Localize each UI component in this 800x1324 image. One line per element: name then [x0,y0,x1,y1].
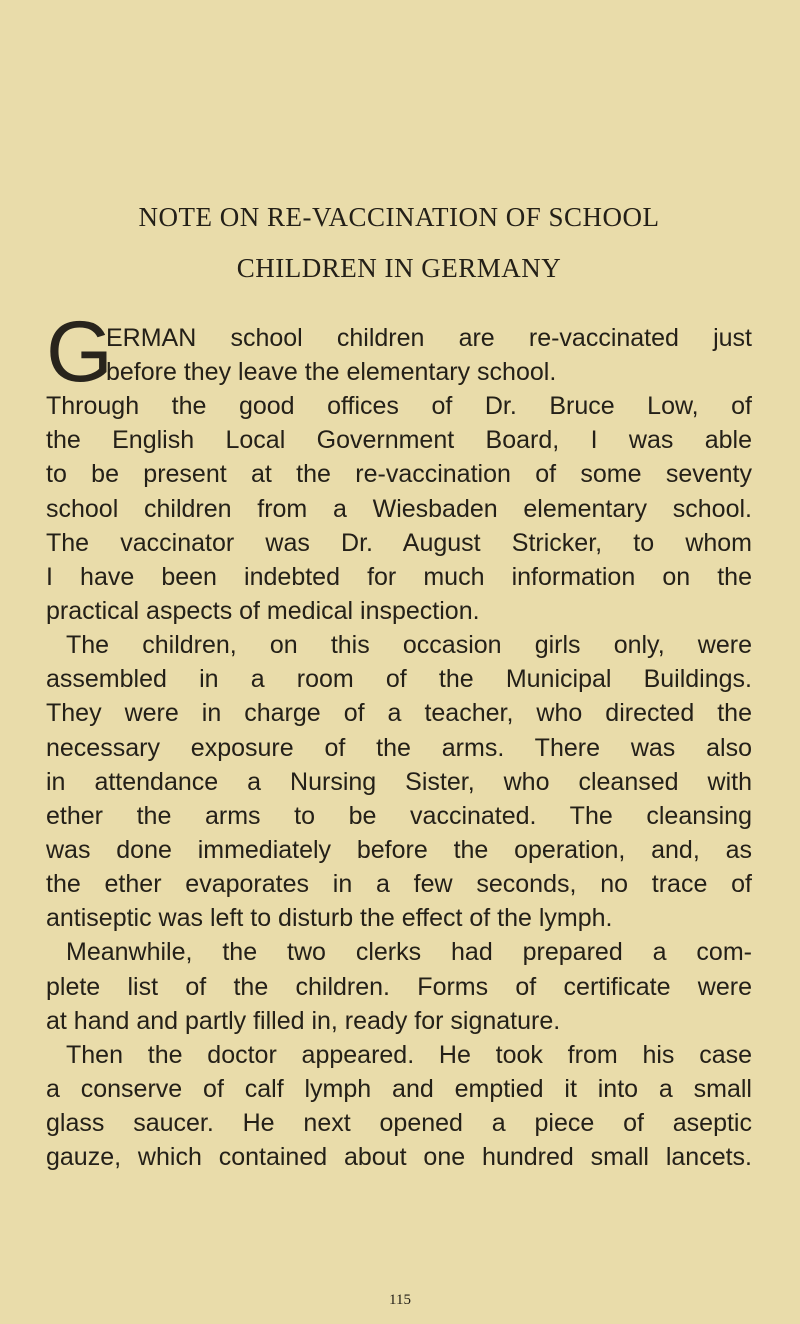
body-line: to be present at the re-vaccination of some seventy [46,460,752,488]
body-line: antiseptic was left to disturb the effect of the lymph. [46,904,613,932]
body-line: glass saucer. He next opened a piece of aseptic [46,1109,752,1137]
body-line: gauze, which contained about one hundred small lancets. [46,1143,752,1171]
body-line: practical aspects of medical inspection. [46,597,480,625]
body-line: the ether evaporates in a few seconds, no trace of [46,870,752,898]
body-line: Then the doctor appeared. He took from his case [66,1041,752,1069]
body-line: assembled in a room of the Municipal Buildings. [46,665,752,693]
body-line: ether the arms to be vaccinated. The cleansing [46,802,752,830]
body-line: They were in charge of a teacher, who directed the [46,699,752,727]
body-line: a conserve of calf lymph and emptied it into a small [46,1075,752,1103]
body-line: at hand and partly filled in, ready for signature. [46,1007,561,1035]
page-number: 115 [389,1292,411,1308]
body-line: The vaccinator was Dr. August Stricker, to whom [46,529,752,557]
body-line: ERMAN school children are re-vaccinated just [106,324,752,352]
body-line: Through the good offices of Dr. Bruce Low, of [46,392,752,420]
body-line: school children from a Wiesbaden elementary school. [46,495,752,523]
body-line: in attendance a Nursing Sister, who cleansed with [46,768,752,796]
drop-cap: G [46,304,113,400]
body-line: the English Local Government Board, I was able [46,426,752,454]
body-line: before they leave the elementary school. [106,358,557,386]
title-line-1: NOTE ON RE-VACCINATION OF SCHOOL [138,202,660,232]
body-line: Meanwhile, the two clerks had prepared a com- [66,938,752,966]
body-line: was done immediately before the operation, and, as [46,836,752,864]
body-line: plete list of the children. Forms of certificate were [46,973,752,1001]
body-line: The children, on this occasion girls only, were [66,631,752,659]
title-line-2: CHILDREN IN GERMANY [236,253,562,283]
body-line: I have been indebted for much information on the [46,563,752,591]
body-line: necessary exposure of the arms. There was also [46,734,752,762]
